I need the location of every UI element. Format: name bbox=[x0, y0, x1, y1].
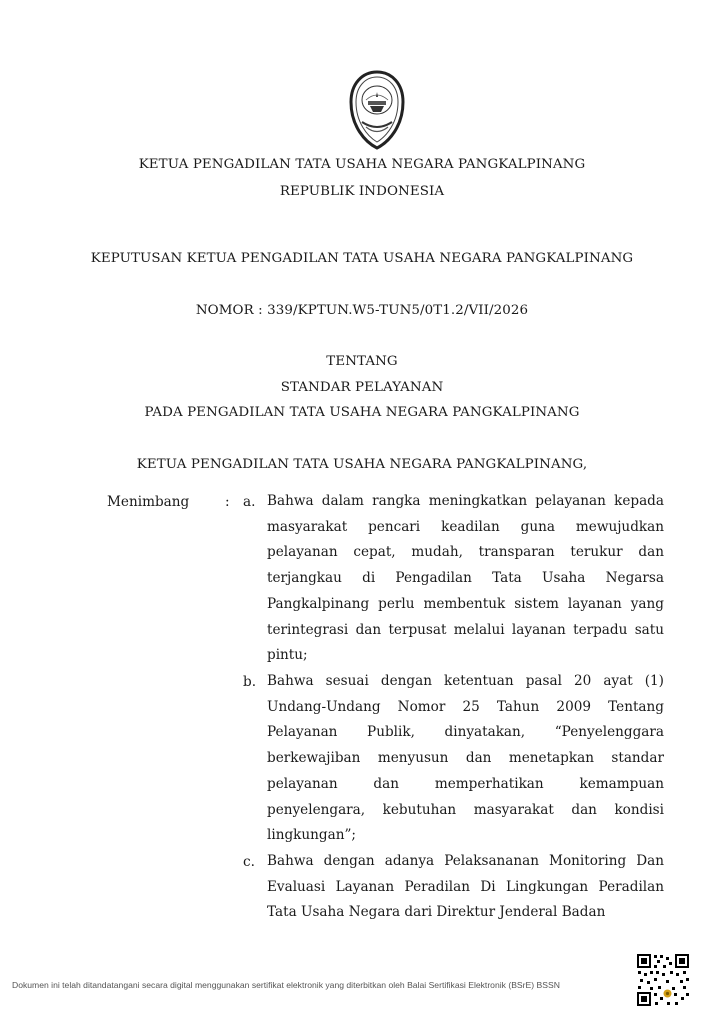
about-label: TENTANG bbox=[326, 354, 398, 369]
item-text-c: Bahwa dengan adanya Pelaksananan Monitoring Dan Evaluasi Layanan Peradilan Di Lingkungan Peradilan Tata Usaha Negara dari Direktur Jenderal Badan bbox=[267, 853, 664, 921]
decree-title: KEPUTUSAN KETUA PENGADILAN TATA USAHA NEGARA PANGKALPINANG bbox=[90, 251, 634, 266]
subject-line-1: STANDAR PELAYANAN bbox=[280, 380, 444, 395]
item-text-b: Bahwa sesuai dengan ketentuan pasal 20 ayat (1) Undang-Undang Nomor 25 Tahun 2009 Tentang Pelayanan Publik, dinyatakan, “Penyelenggara berkewajiban menyusun dan menetapkan standar pelayanan dan memperhatikan kemampuan penyelengara, kebutuhan masyarakat dan kondisi lingkungan”; bbox=[267, 673, 664, 844]
considering-label: Menimbang bbox=[107, 494, 190, 510]
item-letter-c: c. bbox=[243, 854, 255, 870]
court-emblem-icon bbox=[348, 70, 406, 150]
item-letter-b: b. bbox=[243, 674, 257, 690]
item-letter-a: a. bbox=[243, 494, 256, 510]
institution-name: KETUA PENGADILAN TATA USAHA NEGARA PANGKALPINANG bbox=[138, 157, 586, 172]
item-text-a: Bahwa dalam rangka meningkatkan pelayanan kepada masyarakat pencari keadilan guna mewujudkan pelayanan cepat, mudah, transparan terukur dan terjangkau di Pengadilan Tata Usaha Negarsa Pangkalpinang perlu membentuk sistem layanan yang terintegrasi dan terpusat melalui layanan terpadu satu pintu; bbox=[267, 493, 664, 664]
considering-colon: : bbox=[225, 494, 230, 510]
country-name: REPUBLIK INDONESIA bbox=[279, 184, 445, 199]
issuer-line: KETUA PENGADILAN TATA USAHA NEGARA PANGKALPINANG, bbox=[136, 457, 588, 472]
qr-code-icon[interactable] bbox=[636, 953, 690, 1007]
subject-line-2: PADA PENGADILAN TATA USAHA NEGARA PANGKALPINANG bbox=[144, 405, 580, 420]
decree-number: NOMOR : 339/KPTUN.W5-TUN5/0T1.2/VII/2026 bbox=[195, 303, 529, 318]
digital-signature-note: Dokumen ini telah ditandatangani secara digital menggunakan sertifikat elektronik yang diterbitkan oleh Balai Sertifikasi Elektronik (BSrE) BSSN bbox=[12, 980, 560, 990]
